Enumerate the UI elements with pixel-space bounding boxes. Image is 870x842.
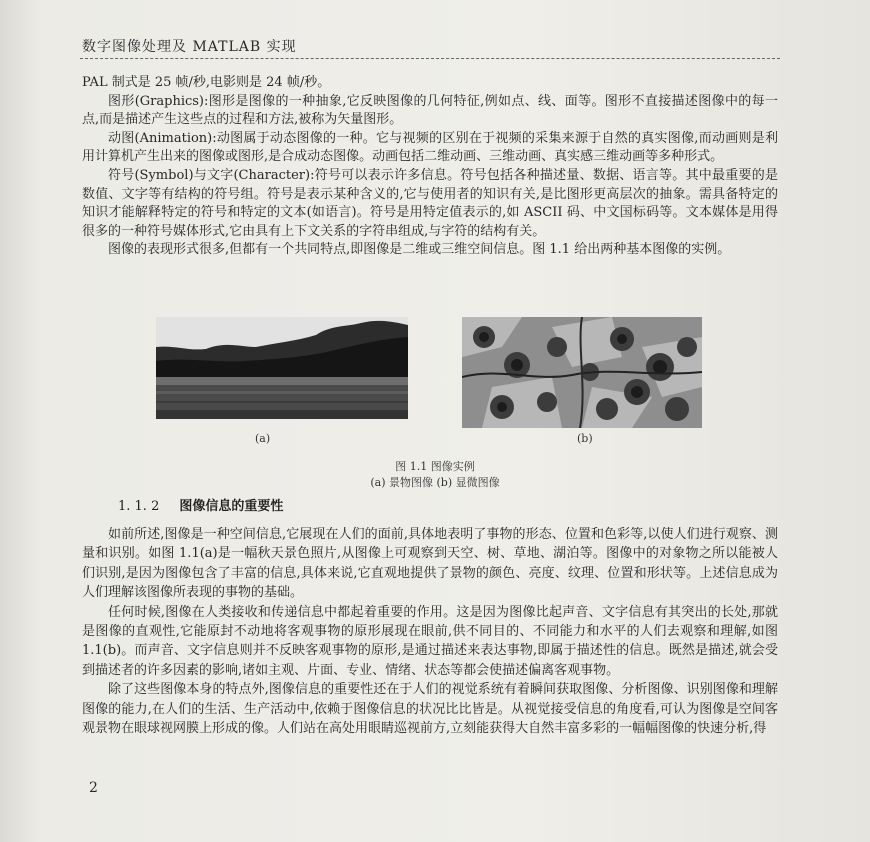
paragraph: PAL 制式是 25 帧/秒,电影则是 24 帧/秒。	[82, 75, 331, 90]
paragraph: 符号(Symbol)与文字(Character):符号可以表示许多信息。符号包括各种描述量、数据、语言等。其中最重要的是数值、文字等有结构的符号组。符号是表示某种含义的,它与使用者的知识有关,是比图形更高层次的抽象。需具备特定的知识才能解释特定的符号和特定的文本(如语言)。符号是用特定值表示的,如 ASCII 码、中文国标码等。文本媒体是用得很多的一种符号媒体形式,它由具有上下文关系的字符串组成,与字符的结构有关。	[82, 167, 778, 239]
figure-caption-subtitle: (a) 景物图像 (b) 显微图像	[370, 476, 500, 489]
top-text-block	[82, 74, 778, 260]
paragraph: 动图(Animation):动图属于动态图像的一种。它与视频的区别在于视频的采集来源于自然的真实图像,而动画则是利用计算机产生出来的图像或图形,是合成动态图像。动画包括二维动画、三维动画、真实感三维动画等多种形式。	[82, 130, 778, 165]
running-head: 数字图像处理及 MATLAB 实现	[82, 39, 297, 55]
bottom-text-block	[82, 525, 778, 738]
paragraph: 图像的表现形式很多,但都有一个共同特点,即图像是二维或三维空间信息。图 1.1 给出两种基本图像的实例。	[108, 242, 731, 258]
section-heading	[118, 495, 283, 514]
landscape-photo	[156, 317, 408, 419]
page-number: 2	[89, 780, 98, 796]
figure-label-a: (a)	[255, 432, 271, 445]
figure-label-b: (b)	[577, 432, 593, 445]
micrograph-photo	[462, 317, 702, 428]
paragraph: 除了这些图像本身的特点外,图像信息的重要性还在于人们的视觉系统有着瞬间获取图像、分析图像、识别图像和理解图像的能力,在人们的生活、生产活动中,依赖于图像信息的状况比比皆是。从视觉接受信息的角度看,可认为图像是空间客观景物在眼球视网膜上形成的像。人们站在高处用眼睛巡视前方,立刻能获得大自然丰富多彩的一幅幅图像的快速分析,得	[82, 682, 778, 737]
paragraph: 图形(Graphics):图形是图像的一种抽象,它反映图像的几何特征,例如点、线、面等。图形不直接描述图像中的每一点,而是描述产生这些点的过程和方法,被称为矢量图形。	[82, 93, 778, 128]
paragraph: 任何时候,图像在人类接收和传递信息中都起着重要的作用。这是因为图像比起声音、文字信息有其突出的长处,那就是图像的直观性,它能原封不动地将客观事物的原形展现在眼前,供不同目的、不同能力和水平的人们去观察和理解,如图 1.1(b)。而声音、文字信息则并不反映客观事物的原形,是通过描述来表达事物,即属于描述性的信息。既然是描述,就会受到描述者的许多因素的影响,诸如主观、片面、专业、情绪、状态等都会使描述偏离客观事物。	[82, 604, 778, 678]
header-rule	[80, 58, 780, 59]
paragraph: 如前所述,图像是一种空间信息,它展现在人们的面前,具体地表明了事物的形态、位置和色彩等,以使人们进行观察、测量和识别。如图 1.1(a)是一幅秋天景色照片,从图像上可观察到天空、树、草地、湖泊等。图像中的对象物之所以能被人们识别,是因为图像包含了丰富的信息,具体来说,它直观地提供了景物的颜色、亮度、纹理、位置和形状等。上述信息成为人们理解该图像所表现的事物的基础。	[82, 527, 778, 601]
section-title: 图像信息的重要性	[179, 499, 284, 514]
section-number: 1. 1. 2	[118, 499, 160, 514]
figure-caption-title: 图 1.1 图像实例	[395, 460, 475, 473]
